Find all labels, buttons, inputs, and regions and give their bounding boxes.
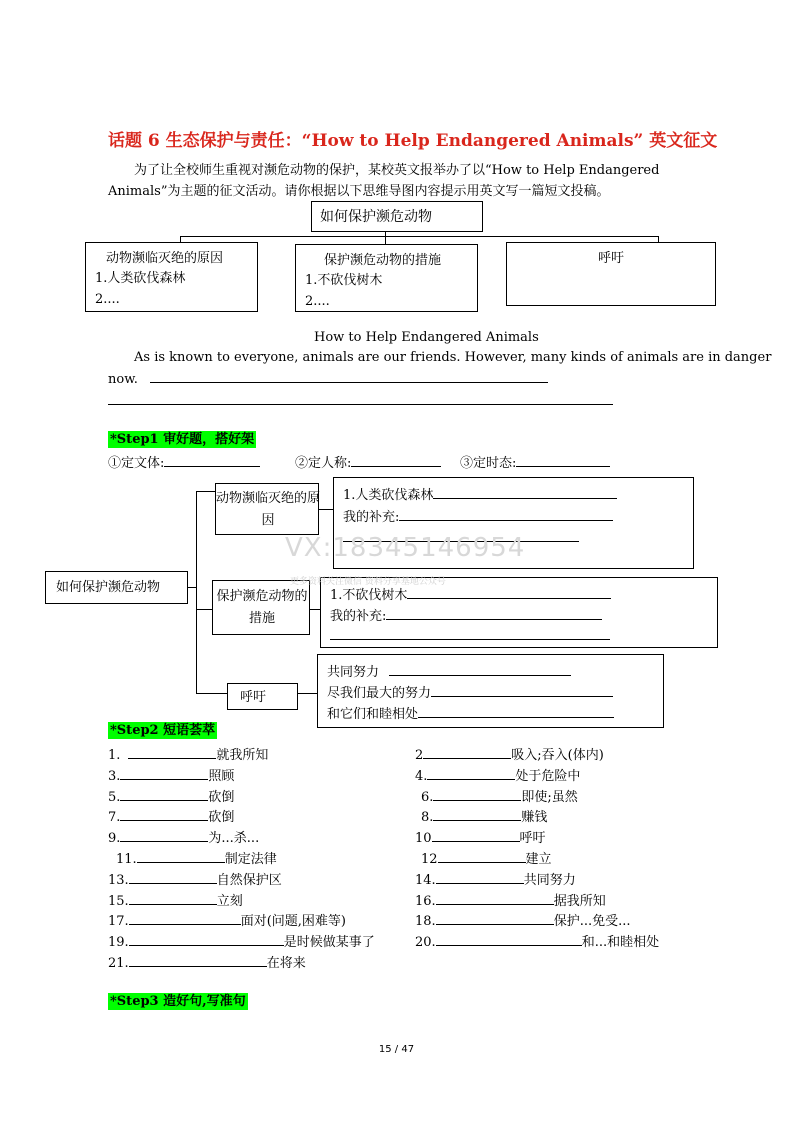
connector	[196, 491, 197, 693]
intro-line-2: Animals”为主题的征文活动。请你根据以下思维导图内容提示用英文写一篇短文投稿。	[108, 184, 610, 199]
answer-blank[interactable]	[129, 912, 241, 925]
phrase-meaning: 呼吁	[519, 831, 546, 847]
answer-blank[interactable]	[433, 788, 521, 801]
answer-blank[interactable]	[399, 508, 613, 521]
phrase-number: 20.	[415, 935, 436, 951]
answer-blank[interactable]	[351, 454, 441, 467]
answer-blank[interactable]	[129, 892, 217, 905]
phrase-meaning: 照顾	[208, 768, 235, 784]
page-title: 话题 6 生态保护与责任：“How to Help Endangered Animals” 英文征文	[108, 131, 718, 151]
phrase-item	[108, 931, 375, 950]
step1-call-title: 呼吁	[240, 690, 267, 705]
answer-blank[interactable]	[407, 586, 611, 599]
connector	[319, 509, 333, 510]
phrase-number: 1.	[108, 748, 121, 763]
step1-call-item-3	[327, 703, 614, 722]
phrase-number: 13.	[108, 872, 129, 888]
phrase-meaning: 立刻	[216, 893, 243, 909]
intro-line-1: 为了让全校师生重视对濒危动物的保护，某校英文报举办了以“How to Help Endangered	[134, 163, 660, 178]
step1-person-label: ②定人称:	[295, 456, 352, 471]
phrase-meaning: 共同努力	[523, 872, 576, 888]
essay-line-1: As is known to everyone, animals are our friends. However, many kinds of animals are in danger	[134, 350, 772, 365]
mindmap-reasons-title: 动物濒临灭绝的原因	[106, 251, 224, 266]
answer-blank[interactable]	[436, 892, 554, 905]
answer-blank[interactable]	[389, 663, 571, 676]
phrase-number: 12	[421, 852, 438, 867]
answer-blank[interactable]	[129, 954, 267, 967]
step2-label: *Step2 短语荟萃	[110, 723, 216, 738]
phrase-meaning: 砍倒	[208, 810, 235, 826]
watermark-subtext: 更多资料关注微信 资料分享基地公众号	[290, 577, 446, 587]
answer-blank[interactable]	[120, 808, 208, 821]
step1-call-item-1-label: 共同努力	[327, 665, 380, 680]
answer-blank[interactable]	[423, 746, 511, 759]
step1-call-item-2	[327, 682, 613, 701]
mindmap-reasons-item-2: 2....	[95, 292, 120, 307]
answer-blank[interactable]	[120, 788, 208, 801]
mindmap-measures-box	[295, 244, 478, 312]
phrase-meaning: 处于危险中	[515, 768, 581, 784]
step1-measures-title: 保护濒危动物的措施	[216, 589, 308, 626]
phrase-meaning: 和...和睦相处	[581, 935, 660, 951]
phrase-meaning: 为...杀...	[208, 831, 260, 847]
phrase-number: 5.	[108, 789, 121, 805]
step1-reasons-supp	[343, 506, 613, 525]
phrase-number: 2	[415, 748, 424, 763]
answer-blank[interactable]	[120, 829, 208, 842]
mindmap-call-title: 呼吁	[598, 251, 625, 266]
phrase-item	[108, 952, 306, 971]
connector	[310, 609, 320, 610]
phrase-item	[421, 848, 552, 867]
phrase-item	[421, 806, 547, 825]
step1-reasons-supp-label: 我的补充:	[343, 510, 400, 525]
step1-genre	[108, 452, 260, 471]
step1-call-item-2-label: 尽我们最大的努力	[327, 686, 432, 701]
answer-blank[interactable]	[128, 746, 216, 759]
step1-tense	[460, 452, 610, 471]
phrase-item	[415, 869, 576, 888]
phrase-number: 14.	[415, 872, 436, 888]
step1-label: *Step1 审好题，搭好架	[110, 432, 255, 447]
answer-blank[interactable]	[386, 607, 602, 620]
step1-call-content-box	[317, 654, 664, 728]
phrase-number: 7.	[108, 810, 121, 826]
phrase-item	[108, 744, 268, 763]
mindmap-reasons-item-1: 1.人类砍伐森林	[95, 271, 186, 286]
answer-blank[interactable]	[436, 933, 582, 946]
step1-measures-content-box	[320, 577, 718, 648]
phrase-item	[108, 765, 234, 784]
mindmap-measures-item-1: 1.不砍伐树木	[305, 273, 383, 288]
writing-line[interactable]	[108, 404, 613, 405]
step1-root-label: 如何保护濒危动物	[56, 580, 161, 595]
step1-genre-label: ①定文体:	[108, 456, 165, 471]
mindmap-root-label: 如何保护濒危动物	[320, 209, 432, 225]
phrase-meaning: 在将来	[266, 956, 306, 971]
connector	[196, 609, 212, 610]
step1-reasons-item-label: 1.人类砍伐森林	[343, 488, 434, 503]
page-number: 15 / 47	[378, 1044, 415, 1055]
phrase-number: 8.	[421, 810, 434, 826]
step1-tense-label: ③定时态:	[460, 456, 517, 471]
answer-blank[interactable]	[418, 705, 614, 718]
phrase-meaning: 建立	[525, 852, 552, 867]
answer-blank[interactable]	[438, 850, 526, 863]
step1-call-box	[227, 683, 298, 710]
phrase-meaning: 吸入;吞入(体内)	[511, 748, 604, 763]
phrase-number: 11.	[116, 852, 137, 867]
phrase-meaning: 面对(问题,困难等)	[240, 914, 346, 930]
step1-reasons-title: 动物濒临灭绝的原因	[216, 491, 321, 528]
answer-blank[interactable]	[164, 454, 260, 467]
phrase-item	[108, 890, 243, 909]
answer-blank[interactable]	[129, 933, 284, 946]
answer-blank[interactable]	[427, 767, 515, 780]
answer-blank[interactable]	[129, 871, 217, 884]
phrase-item	[415, 931, 659, 950]
mindmap-measures-item-2: 2....	[305, 294, 330, 309]
phrase-number: 18.	[415, 914, 436, 930]
step1-reasons-item	[343, 484, 617, 503]
step1-measures-box	[212, 580, 310, 635]
phrase-number: 10	[415, 831, 432, 847]
phrase-item	[415, 910, 630, 929]
phrase-item	[108, 827, 259, 846]
answer-blank[interactable]	[432, 829, 520, 842]
answer-blank[interactable]	[436, 871, 524, 884]
phrase-item	[108, 910, 346, 929]
connector	[196, 693, 227, 694]
mindmap-reasons-box	[85, 242, 258, 312]
writing-line[interactable]	[150, 382, 548, 383]
phrase-item	[415, 765, 580, 784]
connector	[196, 491, 215, 492]
answer-blank[interactable]	[433, 808, 521, 821]
phrase-item	[116, 848, 277, 867]
connector	[298, 693, 317, 694]
step1-measures-supp	[330, 605, 602, 624]
step3-label: *Step3 造好句,写准句	[110, 994, 246, 1009]
connector	[188, 587, 196, 588]
answer-blank[interactable]	[431, 684, 613, 697]
essay-line-2: now.	[108, 372, 138, 387]
phrase-number: 19.	[108, 935, 129, 951]
phrase-number: 16.	[415, 893, 436, 909]
essay-heading: How to Help Endangered Animals	[314, 330, 539, 345]
step1-call-item-1	[327, 661, 571, 680]
step1-measures-item-label: 1.不砍伐树木	[330, 588, 408, 603]
phrase-number: 3.	[108, 768, 121, 784]
phrase-meaning: 砍倒	[208, 789, 235, 805]
phrase-number: 9.	[108, 831, 121, 847]
answer-blank[interactable]	[436, 912, 554, 925]
phrase-meaning: 自然保护区	[216, 872, 282, 888]
step1-measures-supp-label: 我的补充:	[330, 609, 387, 624]
phrase-number: 21.	[108, 956, 129, 971]
answer-blank[interactable]	[516, 454, 610, 467]
answer-blank[interactable]	[120, 767, 208, 780]
phrase-meaning: 是时候做某事了	[283, 935, 375, 951]
phrase-number: 6.	[421, 789, 434, 805]
answer-blank[interactable]	[433, 486, 617, 499]
phrase-meaning: 制定法律	[224, 852, 277, 867]
phrase-item	[108, 786, 234, 805]
phrase-meaning: 赚钱	[521, 810, 548, 826]
mindmap-call-box	[506, 242, 716, 306]
step1-call-item-3-label: 和它们和睦相处	[327, 707, 419, 722]
connector	[385, 236, 386, 244]
answer-blank[interactable]	[137, 850, 225, 863]
phrase-number: 4.	[415, 768, 428, 784]
writing-line[interactable]	[330, 639, 610, 640]
connector	[180, 236, 658, 237]
step1-person	[295, 452, 441, 471]
mindmap-root-box	[311, 201, 483, 232]
phrase-meaning: 据我所知	[553, 893, 606, 909]
phrase-item	[415, 890, 606, 909]
mindmap-measures-title: 保护濒危动物的措施	[324, 253, 442, 268]
phrase-item	[421, 786, 578, 805]
watermark-text: VX:18345146954	[285, 533, 526, 563]
phrase-number: 15.	[108, 893, 129, 909]
phrase-meaning: 保护...免受...	[553, 914, 631, 930]
phrase-item	[108, 869, 282, 888]
step1-reasons-box	[215, 483, 319, 535]
phrase-number: 17.	[108, 914, 129, 930]
phrase-item	[108, 806, 234, 825]
phrase-item	[415, 827, 546, 846]
step1-root-box	[45, 571, 188, 604]
phrase-meaning: 就我所知	[216, 748, 269, 763]
phrase-meaning: 即使;虽然	[521, 789, 578, 805]
phrase-item	[415, 744, 604, 763]
